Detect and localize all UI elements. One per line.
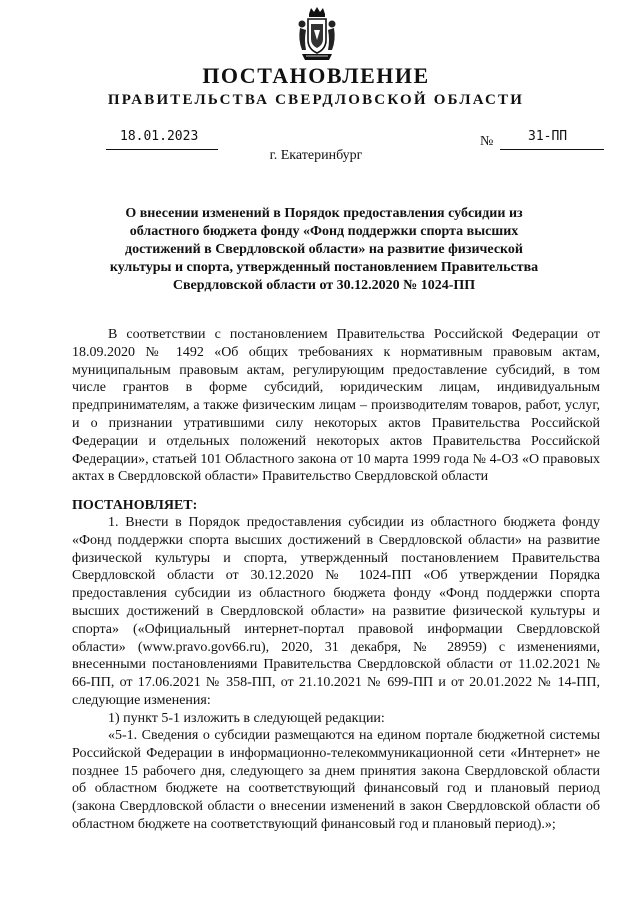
document-type: ПОСТАНОВЛЕНИЕ xyxy=(202,63,430,88)
subitem-1-paragraph: 1) пункт 5-1 изложить в следующей редакции: xyxy=(108,711,385,726)
coat-of-arms-icon xyxy=(296,6,338,64)
document-title: О внесении изменений в Порядок предоставления субсидии из областного бюджета фонду «Фонд поддержки спорта высших достижений в Свердловской области» на развитие физической культуры и спорта, утвержденный постановлением Правительства Свердловской области от 30.12.2020 № 1024-ПП xyxy=(109,206,539,293)
issuing-authority: ПРАВИТЕЛЬСТВА СВЕРДЛОВСКОЙ ОБЛАСТИ xyxy=(107,92,525,108)
item-1-paragraph: 1. Внести в Порядок предоставления субсидии из областного бюджета фонду «Фонд поддержки спорта высших достижений в Свердловской области» на развитие физической культуры и спорта, утвержденный постановлением Правительства Свердловской области от 30.12.2020 № 1024-ПП «Об утверждении Порядка предоставления субсидии из областного бюджета фонду «Фонд поддержки спорта высших достижений в Свердловской области» на развитие физической культуры и спорта» («Официальный интернет-портал правовой информации Свердловской области» (www.pravo.gov66.ru), 2020, 31 декабря, № 28959) с изменениями, внесенными постановлениями Правительства Свердловской области от 11.02.2021 № 66-ПП, от 17.06.2021 № 358-ПП, от 21.10.2021 № 699-ПП и от 20.01.2022 № 14-ПП, следующие изменения: xyxy=(72,515,600,708)
document-number: 31-ПП xyxy=(528,129,568,144)
clause-5-1-paragraph: «5-1. Сведения о субсидии размещаются на едином портале бюджетной системы Российской Федерации в информационно-телекоммуникационной сети «Интернет» не позднее 15 рабочего дня, следующего за днем принятия закона Свердловской области об областном бюджете на соответствующий финансовый год и плановый период (закона Свердловской области о внесении изменений в закон Свердловской области об областном бюджете на соответствующий финансовый год и плановый период).»; xyxy=(72,728,600,832)
number-sign: № xyxy=(480,134,494,149)
date-field xyxy=(106,129,218,150)
resolves-heading: ПОСТАНОВЛЯЕТ: xyxy=(72,498,198,513)
preamble-paragraph: В соответствии с постановлением Правительства Российской Федерации от 18.09.2020 № 1492 «Об общих требованиях к нормативным правовым актам, муниципальным правовым актам, регулирующим предоставление субсидий, в том числе грантов в форме субсидий, юридическим лицам, индивидуальным предпринимателям, а также физическим лицам – производителям товаров, работ, услуг, и о признании утратившими силу некоторых актов Правительства Российской Федерации и отдельных положений некоторых актов Правительства Российской Федерации», статьей 101 Областного закона от 10 марта 1999 года № 4-ОЗ «О правовых актах в Свердловской области» Правительство Свердловской области xyxy=(72,327,600,485)
city: г. Екатеринбург xyxy=(269,148,363,163)
number-field xyxy=(500,129,604,150)
document-date: 18.01.2023 xyxy=(120,129,199,144)
